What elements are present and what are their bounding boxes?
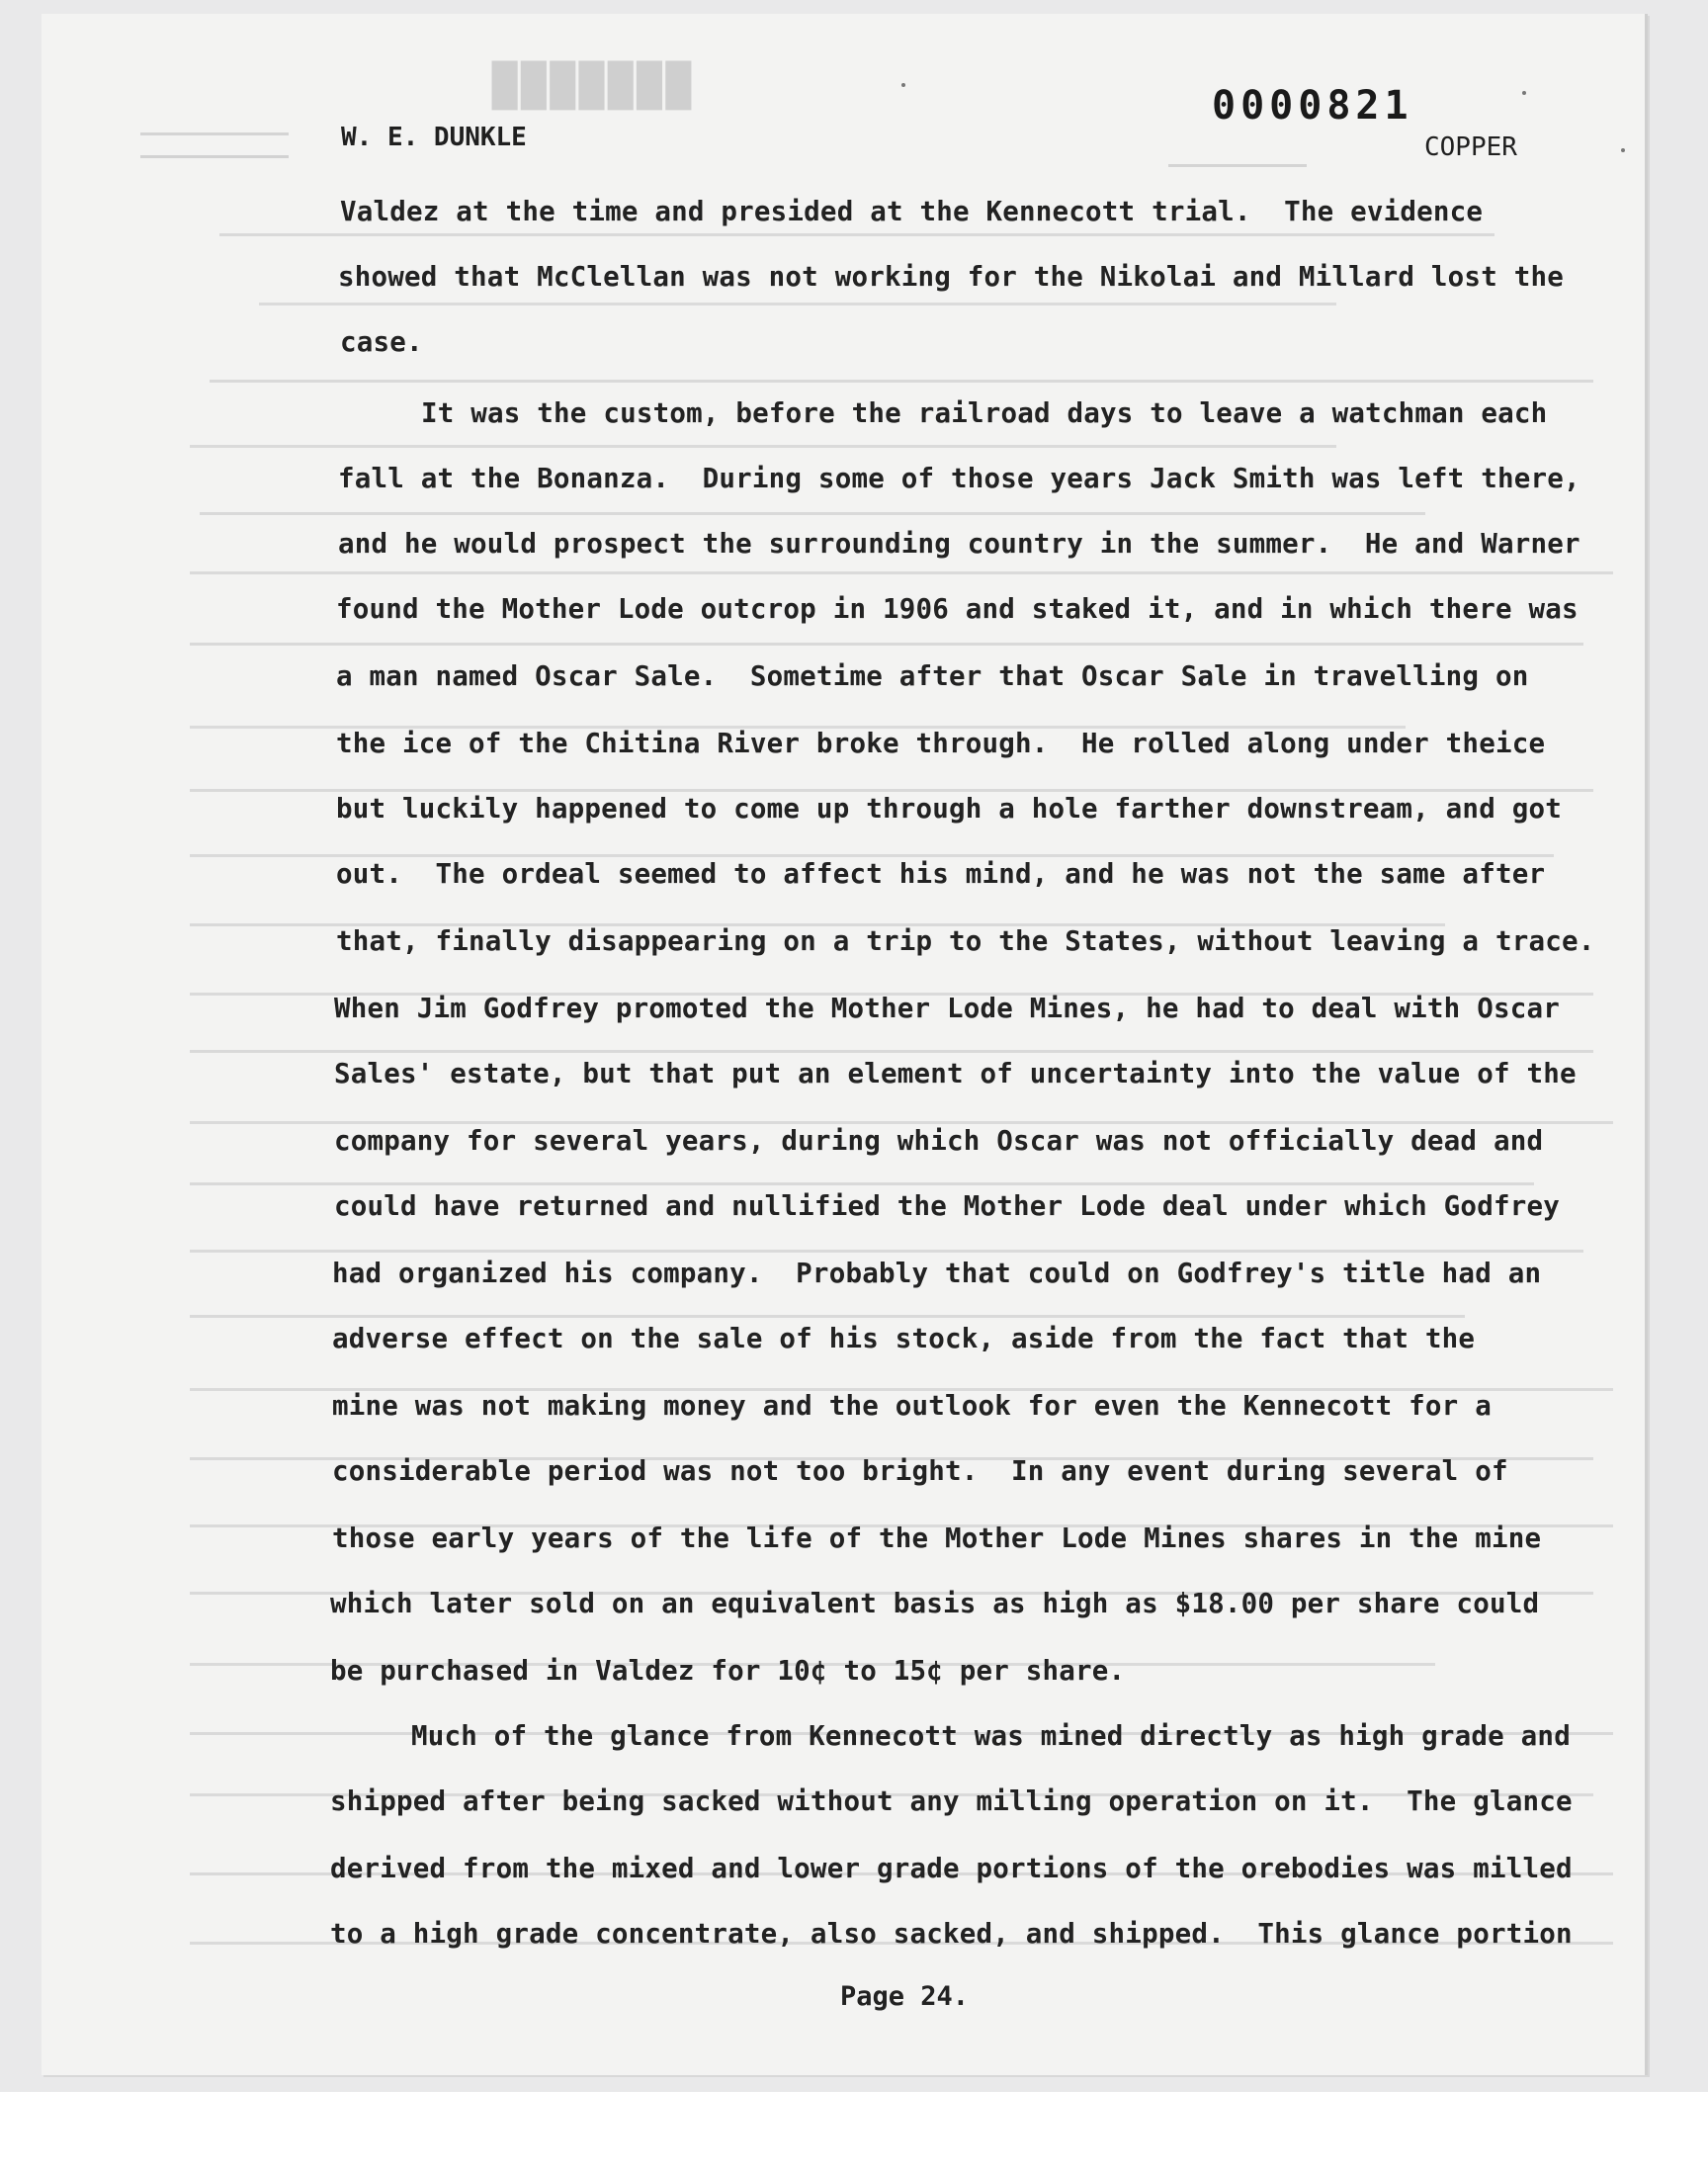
text-line: and he would prospect the surrounding country in the summer. He and Warner [338,528,1580,560]
document-page [42,14,1648,2075]
scan-speck [901,83,905,87]
text-line: Sales' estate, but that put an element of uncertainty into the value of the [334,1058,1577,1089]
scan-speck [1522,91,1526,95]
text-line: It was the custom, before the railroad days to leave a watchman each [421,397,1548,429]
text-line: a man named Oscar Sale. Sometime after that Oscar Sale in travelling on [336,660,1529,692]
text-line: derived from the mixed and lower grade portions of the orebodies was milled [330,1853,1573,1884]
text-line: mine was not making money and the outlook for even the Kennecott for a [332,1390,1492,1422]
category-header: COPPER [1424,132,1517,162]
text-line: which later sold on an equivalent basis as high as $18.00 per share could [330,1588,1540,1619]
text-line: to a high grade concentrate, also sacked, and shipped. This glance portion [330,1918,1573,1950]
text-line: shipped after being sacked without any milling operation on it. The glance [330,1785,1573,1817]
text-line: but luckily happened to come up through a hole farther downstream, and got [336,793,1562,825]
text-line: could have returned and nullified the Mother Lode deal under which Godfrey [334,1190,1560,1222]
text-line: considerable period was not too bright. In any event during several of [332,1455,1508,1487]
author-header: W. E. DUNKLE [341,123,527,152]
text-line: fall at the Bonanza. During some of those years Jack Smith was left there, [338,463,1580,494]
text-line: found the Mother Lode outcrop in 1906 and staked it, and in which there was [336,593,1579,625]
text-line: Much of the glance from Kennecott was mined directly as high grade and [411,1720,1571,1752]
bleed-through-mark [1168,146,1307,167]
text-line: company for several years, during which Oscar was not officially dead and [334,1125,1544,1157]
text-line: adverse effect on the sale of his stock, aside from the fact that the [332,1323,1476,1354]
page-number: Page 24. [840,1981,970,2012]
text-line: out. The ordeal seemed to affect his mind, and he was not the same after [336,858,1546,890]
text-line: Valdez at the time and presided at the Kennecott trial. The evidence [340,196,1484,227]
text-line: the ice of the Chitina River broke through. He rolled along under theice [336,728,1546,759]
scan-speck [1621,148,1625,152]
text-line: had organized his company. Probably that could on Godfrey's title had an [332,1258,1542,1289]
bleed-through-mark [140,132,289,158]
text-line: be purchased in Valdez for 10¢ to 15¢ per share. [330,1655,1126,1687]
document-number: 0000821 [1212,83,1413,129]
bleed-through-mark: ███████ [492,61,696,110]
text-line: case. [340,326,423,358]
text-line: When Jim Godfrey promoted the Mother Lode Mines, he had to deal with Oscar [334,993,1560,1024]
text-line: that, finally disappearing on a trip to the States, without leaving a trace. [336,925,1595,957]
text-line: showed that McClellan was not working for the Nikolai and Millard lost the [338,261,1564,293]
text-line: those early years of the life of the Mother Lode Mines shares in the mine [332,1522,1542,1554]
